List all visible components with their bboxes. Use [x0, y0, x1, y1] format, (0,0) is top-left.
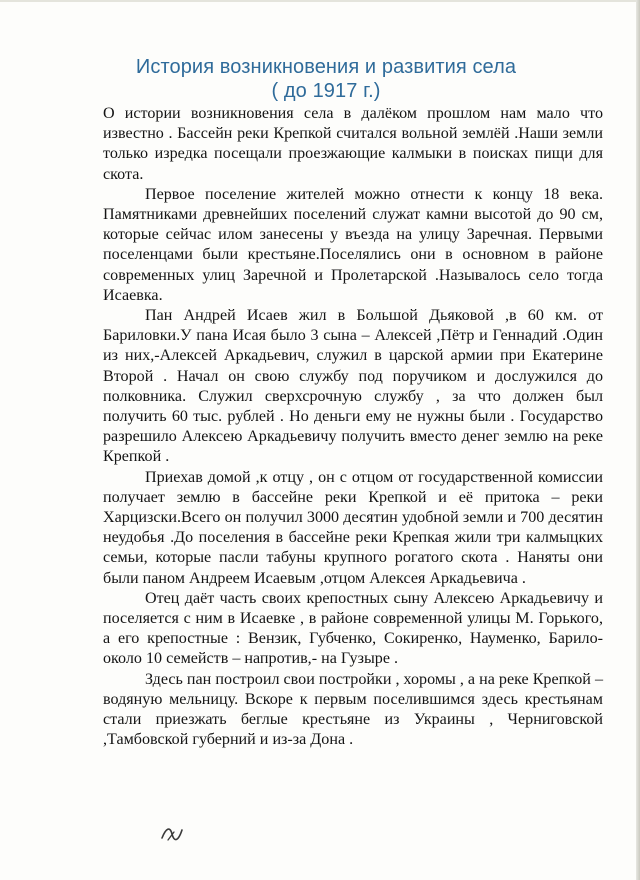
- paragraph-pan-isaev: Пан Андрей Исаев жил в Большой Дьяковой ,в 60 км. от Бариловки.У пана Исая было 3 сына – Алексей ,Пётр и Геннадий .Один из них,-Алексей Аркадьевич, служил в царской армии при Екатерине Второй . Начал он свою службу под поручиком и дослужился до полковника. Служил сверхсрочную службу , за что должен был получить 60 тыс. рублей . Но деньги ему не нужны были . Государство разрешило Алексею Аркадьевичу получить вместо денег землю на реке Крепкой .: [103, 307, 603, 466]
- paragraph-land-grant: Приехав домой ,к отцу , он с отцом от государственной комиссии получает землю в бассейне реки Крепкой и её притока – реки Харцизски.Всего он получил 3000 десятин удобной земли и 700 десятин неудобья .До поселения в бассейне реки Крепкая жили три калмыцких семьи, которые пасли табуны крупного рогатого скота . Наняты они были паном Андреем Исаевым ,отцом Алексея Аркадьевича .: [103, 468, 603, 587]
- paragraph-first-settlement: Первое поселение жителей можно отнести к концу 18 века. Памятниками древнейших поселений служат камни высотой до 90 см, которые сейчас илом занесены у въезда на улицу Заречная. Первыми поселенцами были крестьяне.Поселялись они в основном в районе современных улиц Заречной и Пролетарской .Называлось село тогда Исаевка.: [103, 185, 603, 304]
- paragraph-mill: Здесь пан построил свои постройки , хоромы , а на реке Крепкой – водяную мельницу. Вскоре к первым поселившимся здесь крестьянам стали приезжать беглые крестьяне из Украины , Черниговской ,Тамбовской губерний и из-за Дона .: [103, 670, 603, 749]
- paragraph-intro: О истории возникновения села в далёком прошлом нам мало что известно . Бассейн реки Крепкой считался вольной землёй .Наши земли только изредка посещали проезжающие калмыки в поисках пищи для скота.: [103, 105, 603, 183]
- document-body: [103, 104, 603, 751]
- page-edge-top: [0, 0, 640, 2]
- paragraph-serfs: Отец даёт часть своих крепостных сыну Алексею Аркадьевичу и поселяется с ним в Исаевке , в районе современной улицы М. Горького, а его крепостные : Вензик, Губченко, Сокиренко, Науменко, Барило-около 10 семейств – напротив,- на Гузыре .: [103, 589, 603, 668]
- document-title: История возникновения и развития села: [135, 56, 517, 78]
- pen-mark-scribble: [160, 822, 186, 844]
- page-edge-right: [636, 0, 640, 880]
- document-subtitle-period: ( до 1917 г.): [271, 80, 381, 102]
